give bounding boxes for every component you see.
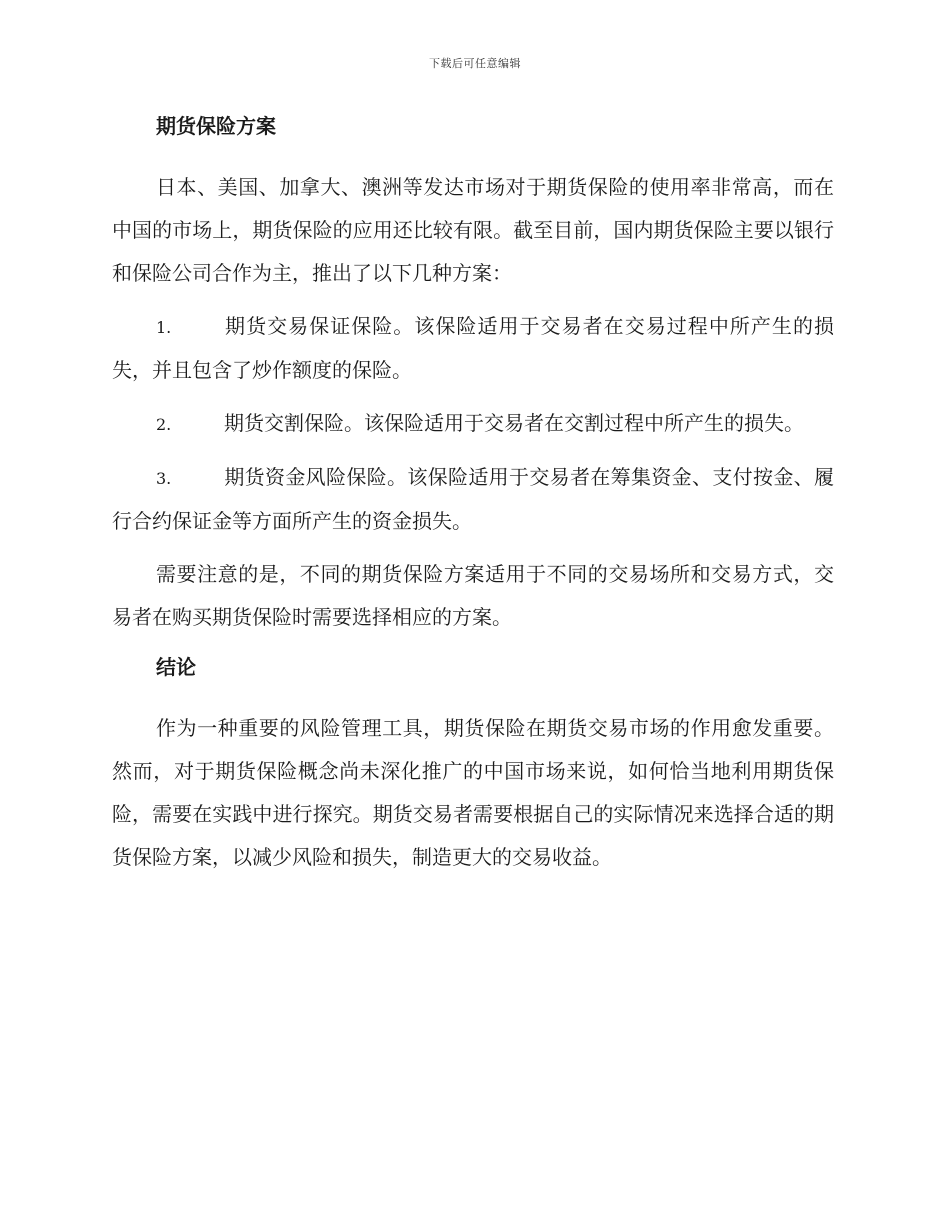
paragraph-plan-note: 需要注意的是，不同的期货保险方案适用于不同的交易场所和交易方式，交易者在购买期货保险时需要选择相应的方案。 [112,562,834,629]
list-item-number: 1. [156,318,172,337]
list-item [112,456,834,543]
section-heading-conclusion: 结论 [156,655,196,679]
list-item [112,305,834,392]
list-item-text: 期货交割保险。该保险适用于交易者在交割过程中所产生的损失。 [224,411,804,435]
paragraph-conclusion: 作为一种重要的风险管理工具，期货保险在期货交易市场的作用愈发重要。然而，对于期货保险概念尚未深化推广的中国市场来说，如何恰当地利用期货保险，需要在实践中进行探究。期货交易者需要根据自己的实际情况来选择合适的期货保险方案，以减少风险和损失，制造更大的交易收益。 [112,716,834,869]
list-item-number: 3. [156,469,172,488]
paragraph-plan-intro: 日本、美国、加拿大、澳洲等发达市场对于期货保险的使用率非常高，而在中国的市场上，期货保险的应用还比较有限。截至目前，国内期货保险主要以银行和保险公司合作为主，推出了以下几种方案： [112,175,834,285]
list-item-number: 2. [156,415,172,434]
document-body [112,108,834,889]
list-item-text: 期货资金风险保险。该保险适用于交易者在筹集资金、支付按金、履行合约保证金等方面所产生的资金损失。 [112,465,834,533]
list-item-text: 期货交易保证保险。该保险适用于交易者在交易过程中所产生的损失，并且包含了炒作额度的保险。 [112,314,834,382]
page-header-note: 下载后可任意编辑 [429,57,521,70]
section-heading-plans: 期货保险方案 [156,114,276,138]
list-item [112,402,834,446]
